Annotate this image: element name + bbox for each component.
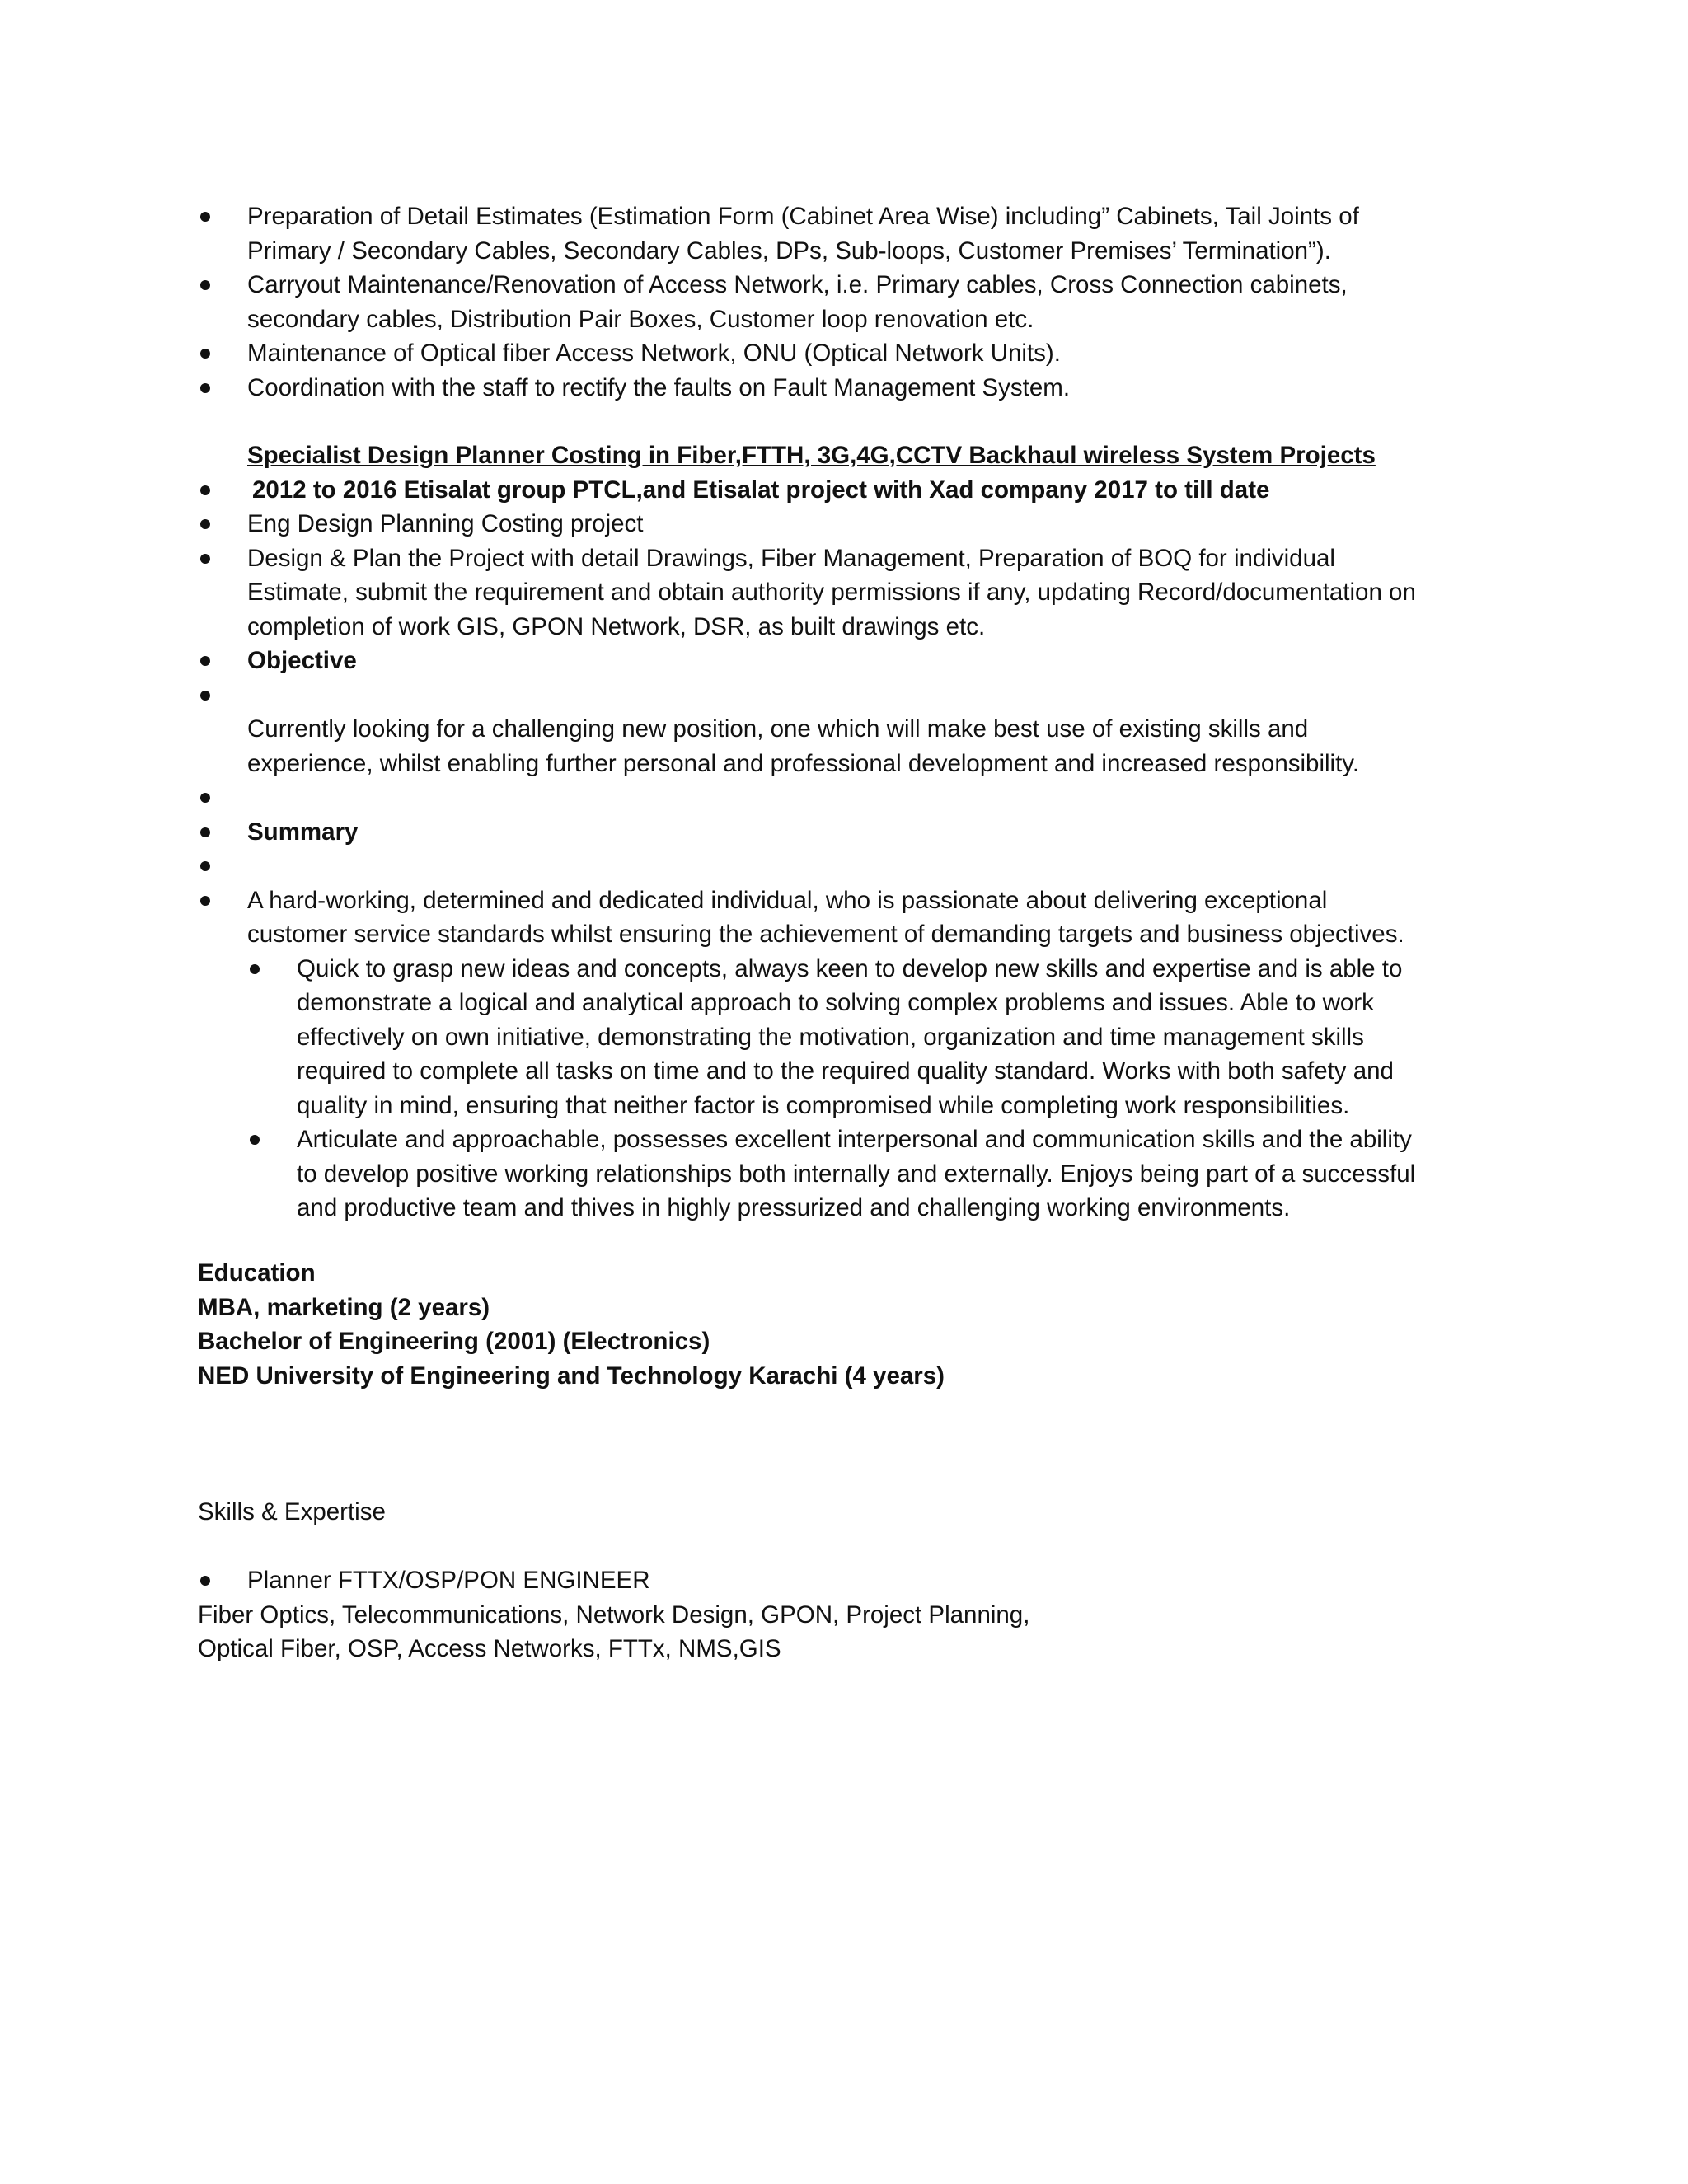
skills-list [198,1563,1533,1666]
sub-list-item-continuation [198,1157,1533,1192]
objective-text: Currently looking for a challenging new position, one which will make best use of existing skills and [247,715,1309,743]
sub-list-item [198,952,1533,987]
skills-line [198,1632,1533,1666]
sub-list-item-continuation [198,1054,1533,1089]
sub-list-item-continuation [198,1089,1533,1123]
sub-list-item-continuation [198,986,1533,1020]
bullet-icon [200,896,210,906]
bullet-icon [200,554,210,564]
bullet-icon [200,383,210,393]
objective-text: experience, whilst enabling further personal and professional development and increased responsibility. [247,749,1360,777]
summary-label: Summary [247,818,359,846]
summary-intro: customer service standards whilst ensuring the achievement of demanding targets and business objectives. [247,921,1404,948]
list-item [198,336,1533,371]
education-label: Education [198,1259,316,1286]
list-item [198,507,1533,541]
list-item [198,473,1533,508]
list-item-continuation [198,302,1533,337]
duty-text: Primary / Secondary Cables, Secondary Cables, DPs, Sub-loops, Customer Premises’ Termination”). [247,237,1331,265]
objective-line [198,712,1533,747]
skills-text: Optical Fiber, OSP, Access Networks, FTTx, NMS,GIS [198,1635,781,1662]
objective-label: Objective [247,647,357,674]
education-section [198,1256,1533,1393]
education-entry [198,1359,1533,1394]
list-item-continuation [198,610,1533,644]
education-text: NED University of Engineering and Technology Karachi (4 years) [198,1361,945,1390]
list-item-continuation [198,234,1533,269]
summary-point: effectively on own initiative, demonstrating the motivation, organization and time management skills [297,1023,1364,1051]
list-item-empty [198,849,1533,883]
education-heading [198,1256,1533,1291]
summary-intro: A hard-working, determined and dedicated individual, who is passionate about delivering exceptional [247,886,1328,914]
bullet-icon [250,964,260,974]
summary-point: required to complete all tasks on time and to the required quality standard. Works with both safety and [297,1057,1394,1085]
skills-heading [198,1495,1533,1530]
summary-point: to develop positive working relationships both internally and externally. Enjoys being part of a successful [297,1160,1416,1188]
list-item [198,1563,1533,1598]
design-text: completion of work GIS, GPON Network, DSR, as built drawings etc. [247,612,986,640]
sub-list-item-continuation [198,1020,1533,1055]
specialist-period: 2012 to 2016 Etisalat group PTCL,and Etisalat project with Xad company 2017 to till date [252,476,1270,504]
skills-label: Skills & Expertise [198,1498,386,1526]
bullet-icon [200,827,210,837]
bullet-icon [200,349,210,359]
bullet-icon [200,280,210,290]
objective-line [198,747,1533,781]
duty-text: Coordination with the staff to rectify the faults on Fault Management System. [247,373,1071,401]
skills-bullet: Planner FTTX/OSP/PON ENGINEER [247,1567,650,1594]
list-item-continuation [198,575,1533,610]
bullet-icon [200,212,210,222]
list-item-empty [198,780,1533,815]
bullet-icon [200,1576,210,1586]
list-item [198,541,1533,576]
section-heading [198,438,1533,473]
sub-list-item [198,1122,1533,1157]
bullet-icon [200,793,210,803]
education-text: Bachelor of Engineering (2001) (Electronics) [198,1328,710,1355]
skills-section [198,1495,1533,1530]
list-item [198,815,1533,850]
duty-text: Maintenance of Optical fiber Access Network, ONU (Optical Network Units). [247,340,1061,367]
skills-text: Fiber Optics, Telecommunications, Network Design, GPON, Project Planning, [198,1601,1030,1629]
summary-point: Articulate and approachable, possesses excellent interpersonal and communication skills and the ability [297,1126,1412,1153]
list-item [198,883,1533,918]
duties-section [198,199,1533,405]
education-entry [198,1324,1533,1359]
list-item [198,644,1533,678]
summary-point: demonstrate a logical and analytical approach to solving complex problems and issues. Able to work [297,989,1374,1016]
summary-point: Quick to grasp new ideas and concepts, always keen to develop new skills and expertise and is able to [297,954,1403,982]
list-item [198,199,1533,234]
bullet-icon [200,656,210,666]
design-text: Design & Plan the Project with detail Drawings, Fiber Management, Preparation of BOQ for individual [247,544,1335,572]
summary-point: quality in mind, ensuring that neither factor is compromised while completing work responsibilities. [297,1091,1350,1119]
bullet-icon [250,1135,260,1145]
list-item [198,371,1533,405]
list-item [198,268,1533,302]
bullet-icon [200,691,210,701]
list-item-continuation [198,917,1533,952]
bullet-icon [200,861,210,871]
bullet-icon [200,485,210,495]
list-item-empty [198,678,1533,713]
education-entry [198,1291,1533,1325]
specialist-section [198,438,1533,1226]
specialist-heading: Specialist Design Planner Costing in Fiber,FTTH, 3G,4G,CCTV Backhaul wireless System Projects [247,442,1376,469]
design-text: Estimate, submit the requirement and obtain authority permissions if any, updating Record/documentation on [247,579,1416,606]
duty-text: secondary cables, Distribution Pair Boxes, Customer loop renovation etc. [247,305,1034,333]
education-text: MBA, marketing (2 years) [198,1293,490,1321]
duty-text: Carryout Maintenance/Renovation of Access Network, i.e. Primary cables, Cross Connection cabinets, [247,271,1348,298]
specialist-role: Eng Design Planning Costing project [247,510,644,537]
summary-point: and productive team and thives in highly pressurized and challenging working environments. [297,1194,1291,1221]
skills-line [198,1598,1533,1633]
sub-list-item-continuation [198,1191,1533,1226]
duty-text: Preparation of Detail Estimates (Estimation Form (Cabinet Area Wise) including” Cabinets, Tail Joints of [247,203,1359,230]
bullet-icon [200,519,210,529]
